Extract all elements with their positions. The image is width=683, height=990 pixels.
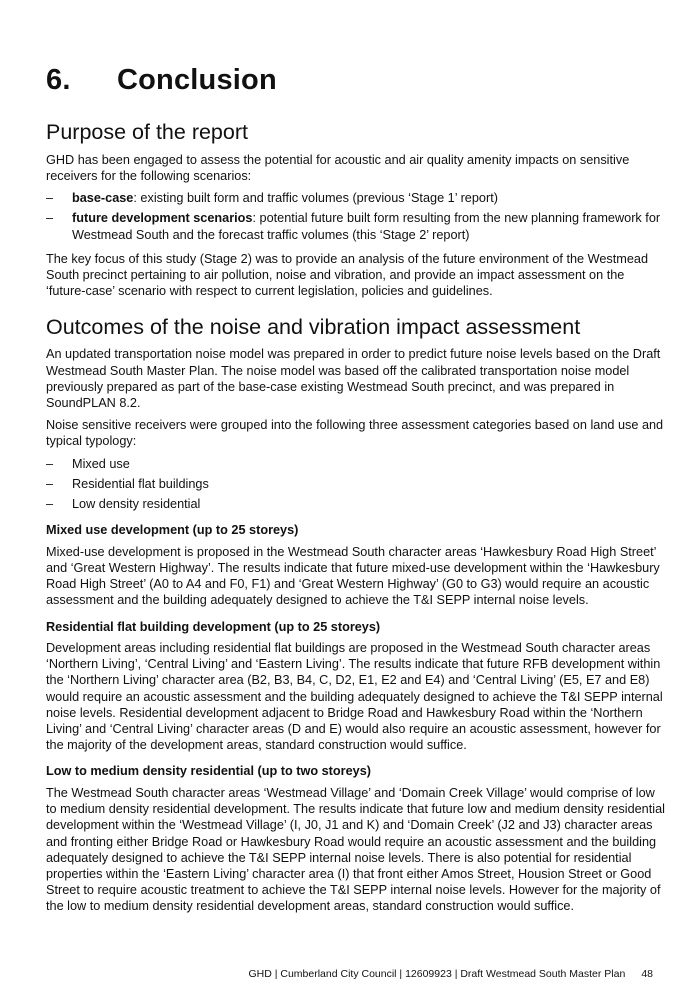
- scenario-term: future development scenarios: [72, 211, 253, 226]
- scenario-term: base-case: [72, 191, 134, 206]
- outcomes-paragraph: Noise sensitive receivers were grouped into the following three assessment categories based on land use and typical typology:: [46, 418, 664, 449]
- chapter-title: Conclusion: [117, 64, 277, 96]
- chapter-heading: [46, 64, 277, 97]
- category-label: Mixed use: [72, 456, 130, 471]
- dash-bullet: –: [46, 476, 54, 491]
- scenario-description: : existing built form and traffic volumes (previous ‘Stage 1’ report): [133, 191, 498, 206]
- main-content: [46, 119, 666, 921]
- chapter-number: 6.: [46, 64, 71, 96]
- low-density-paragraph: The Westmead South character areas ‘Westmead Village’ and ‘Domain Creek Village’ would comprise of low to medium density residential development. The results indicate that future low and medium density residential development within the ‘Westmead Village’ (I, J0, J1 and K) and ‘Domain Creek’ (J2 and J3) character areas and fronting either Bridge Road or Hawkesbury Road would require an acoustic assessment and the building adequately designed to achieve the T&I SEPP internal noise levels. There is also potential for residential properties within the ‘Eastern Living’ character area (I) that front either Amos Street, Housion Street or Good Street to require acoustic treatment to achieve the T&I SEPP internal noise levels. However for the majority of the low to medium density residential development areas, standard construction would suffice.: [46, 785, 665, 914]
- purpose-intro: GHD has been engaged to assess the potential for acoustic and air quality amenity impacts on sensitive receivers for the following scenarios:: [46, 152, 630, 184]
- scenario-description: : potential future built form resulting from the new planning framework for Westmead South and the forecast traffic volumes (this ‘Stage 2’ report): [72, 211, 661, 242]
- outcomes-paragraph: An updated transportation noise model was prepared in order to predict future noise levels based on the Draft Westmead South Master Plan. The noise model was based off the calibrated transportation noise model previously prepared as part of the base-case existing Westmead South precinct, and was prepared in SoundPLAN 8.2.: [46, 347, 661, 410]
- dash-bullet: –: [46, 191, 54, 206]
- purpose-section: [46, 119, 666, 300]
- purpose-focus: The key focus of this study (Stage 2) was to provide an analysis of the future environment of the Westmead South precinct pertaining to air pollution, noise and vibration, and provide an impact assessment on the ‘future-case’ scenario with respect to current legislation, policies and guidelines.: [46, 251, 649, 299]
- list-item: [46, 190, 666, 206]
- dash-bullet: –: [46, 456, 54, 471]
- category-label: Residential flat buildings: [72, 476, 209, 491]
- mixed-use-paragraph: Mixed-use development is proposed in the Westmead South character areas ‘Hawkesbury Road High Street’ and ‘Great Western Highway’. The results indicate that future mixed-use development within the ‘Hawkesbury Road High Street’ (A0 to A4 and F0, F1) and ‘Great Western Highway’ (G0 to G3) would require an acoustic assessment and the building adequately designed to achieve the T&I SEPP internal noise levels.: [46, 544, 660, 608]
- category-list: [46, 456, 666, 513]
- list-item: [46, 210, 666, 242]
- list-item: [46, 456, 666, 472]
- section-heading-purpose: Purpose of the report: [46, 120, 248, 144]
- page-number: 48: [641, 968, 653, 980]
- section-heading-outcomes: Outcomes of the noise and vibration impact assessment: [46, 314, 581, 339]
- dash-bullet: –: [46, 497, 54, 511]
- category-label: Low density residential: [72, 497, 201, 511]
- subheading-mixed-use: Mixed use development (up to 25 storeys): [46, 523, 299, 538]
- page-footer: [248, 968, 653, 980]
- subheading-residential-flat: Residential flat building development (up to 25 storeys): [46, 619, 381, 634]
- residential-flat-paragraph: Development areas including residential flat buildings are proposed in the Westmead South character areas ‘Northern Living’, ‘Central Living’ and ‘Eastern Living’. The results indicate that future RFB development within the ‘Northern Living’ character area (B2, B3, B4, C, D2, E1, E2 and E4) and ‘Central Living’ (E5, E7 and E8) would require an acoustic assessment and the building adequately designed to achieve the T&I SEPP internal noise levels. Residential development adjacent to Bridge Road and Hawkesbury Road within the ‘Northern Living’ and ‘Central Living’ character areas (D and E) would also require an acoustic assessment, however for the majority of the development areas, standard construction would suffice.: [46, 641, 663, 753]
- list-item: [46, 496, 666, 512]
- list-item: [46, 476, 666, 492]
- scenario-list: [46, 190, 666, 243]
- dash-bullet: –: [46, 211, 54, 226]
- outcomes-section: [46, 314, 666, 915]
- subheading-low-density: Low to medium density residential (up to two storeys): [46, 764, 371, 779]
- footer-text: GHD | Cumberland City Council | 12609923 | Draft Westmead South Master Plan: [248, 968, 626, 980]
